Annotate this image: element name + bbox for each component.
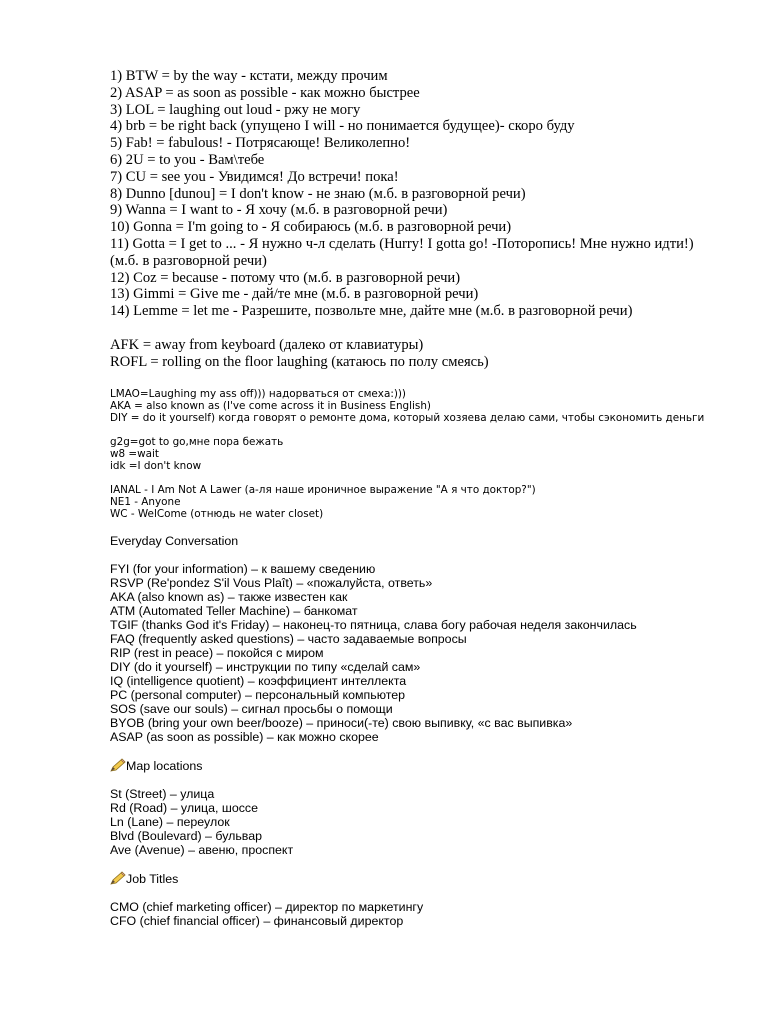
list-item: LMAO=Laughing my ass off))) надорваться от смеха:))): [110, 387, 406, 400]
spacer: [110, 424, 750, 436]
list-item: 7) CU = see you - Увидимся! До встречи! пока!: [110, 168, 399, 185]
spacer: [110, 548, 750, 562]
abbreviation-list-internet: [110, 337, 750, 371]
list-item: 13) Gimmi = Give me - дай/те мне (м.б. в разговорной речи): [110, 286, 479, 303]
list-item: St (Street) – улица: [110, 786, 215, 801]
section-heading-everyday: Everyday Conversation: [110, 533, 239, 548]
section-heading-map: [110, 758, 750, 773]
abbreviation-list-numbered: [110, 68, 750, 320]
list-item: ROFL = rolling on the floor laughing (катаюсь по полу смеясь): [110, 353, 489, 370]
list-item: Blvd (Boulevard) – бульвар: [110, 828, 263, 843]
abbreviation-list-misc: [110, 388, 750, 424]
section-heading-jobs: [110, 871, 750, 886]
list-item: IANAL - I Am Not A Lawer (а-ля наше ироничное выражение "А я что доктор?"): [110, 483, 536, 496]
list-item: DIY = do it yourself) когда говорят о ремонте дома, который хозяева делаю сами, чтобы сэкономить деньги: [110, 411, 705, 424]
list-item: FAQ (frequently asked questions) – часто задаваемые вопросы: [110, 631, 467, 646]
spacer: [110, 744, 750, 758]
list-item: CMO (chief marketing officer) – директор по маркетингу: [110, 899, 424, 914]
list-item: NE1 - Anyone: [110, 495, 181, 508]
list-item: ASAP (as soon as possible) – как можно скорее: [110, 729, 379, 744]
list-item: idk =I don't know: [110, 459, 202, 472]
section-heading-map-label: Map locations: [126, 758, 203, 773]
list-item: AKA (also known as) – также известен как: [110, 589, 348, 604]
pencil-icon: [110, 758, 126, 772]
list-item: 5) Fab! = fabulous! - Потрясающе! Великолепно!: [110, 135, 411, 152]
list-item: 11) Gotta = I get to ... - Я нужно ч-л сделать (Hurry! I gotta go! -Поторопись! Мне нужно идти!) (м.б. в разговорной речи): [110, 235, 694, 269]
list-item: 4) brb = be right back (упущено I will - но понимается будущее)- скоро буду: [110, 118, 575, 135]
spacer: [110, 520, 750, 534]
list-item: ATM (Automated Teller Machine) – банкомат: [110, 603, 358, 618]
spacer: [110, 320, 750, 337]
section-heading-jobs-label: Job Titles: [126, 871, 179, 886]
spacer: [110, 371, 750, 388]
spacer: [110, 857, 750, 871]
abbreviation-list-humor: [110, 484, 750, 520]
list-item: AKA = also known as (I've come across it in Business English): [110, 399, 431, 412]
list-item: 10) Gonna = I'm going to - Я собираюсь (м.б. в разговорной речи): [110, 219, 512, 236]
list-item: w8 =wait: [110, 447, 159, 460]
list-item: PC (personal computer) – персональный компьютер: [110, 687, 406, 702]
list-item: BYOB (bring your own beer/booze) – приноси(-те) свою выпивку, «с вас выпивка»: [110, 715, 573, 730]
spacer: [110, 886, 750, 900]
spacer: [110, 472, 750, 484]
map-list: [110, 787, 750, 857]
list-item: 1) BTW = by the way - кстати, между прочим: [110, 68, 388, 84]
spacer: [110, 773, 750, 787]
jobs-list: [110, 900, 750, 928]
pencil-icon: [110, 871, 126, 885]
list-item: 9) Wanna = I want to - Я хочу (м.б. в разговорной речи): [110, 202, 448, 219]
list-item: RSVP (Re'pondez S'il Vous Plaît) – «пожалуйста, ответь»: [110, 575, 433, 590]
list-item: 3) LOL = laughing out loud - ржу не могу: [110, 101, 361, 118]
list-item: RIP (rest in peace) – покойся с миром: [110, 645, 324, 660]
list-item: AFK = away from keyboard (далеко от клавиатуры): [110, 336, 424, 353]
list-item: DIY (do it yourself) – инструкции по типу «сделай сам»: [110, 659, 421, 674]
list-item: 12) Coz = because - потому что (м.б. в разговорной речи): [110, 269, 461, 286]
list-item: WC - WelCome (отнюдь не water closet): [110, 507, 324, 520]
list-item: 8) Dunno [dunou] = I don't know - не знаю (м.б. в разговорной речи): [110, 185, 526, 202]
list-item: 14) Lemme = let me - Разрешите, позвольте мне, дайте мне (м.б. в разговорной речи): [110, 303, 633, 320]
abbreviation-list-chat: [110, 436, 750, 472]
list-item: Ave (Avenue) – авеню, проспект: [110, 842, 294, 857]
everyday-list: [110, 562, 750, 744]
list-item: FYI (for your information) – к вашему сведению: [110, 561, 376, 576]
list-item: Ln (Lane) – переулок: [110, 814, 230, 829]
document-page: [110, 68, 750, 928]
list-item: SOS (save our souls) – сигнал просьбы о помощи: [110, 701, 393, 716]
list-item: Rd (Road) – улица, шоссе: [110, 800, 258, 815]
list-item: IQ (intelligence quotient) – коэффициент интеллекта: [110, 673, 407, 688]
list-item: 6) 2U = to you - Вам\тебе: [110, 151, 265, 168]
list-item: TGIF (thanks God it's Friday) – наконец-то пятница, слава богу рабочая неделя закончилась: [110, 617, 637, 632]
list-item: 2) ASAP = as soon as possible - как можно быстрее: [110, 84, 420, 101]
list-item: g2g=got to go,мне пора бежать: [110, 435, 284, 448]
list-item: CFO (chief financial officer) – финансовый директор: [110, 913, 404, 928]
